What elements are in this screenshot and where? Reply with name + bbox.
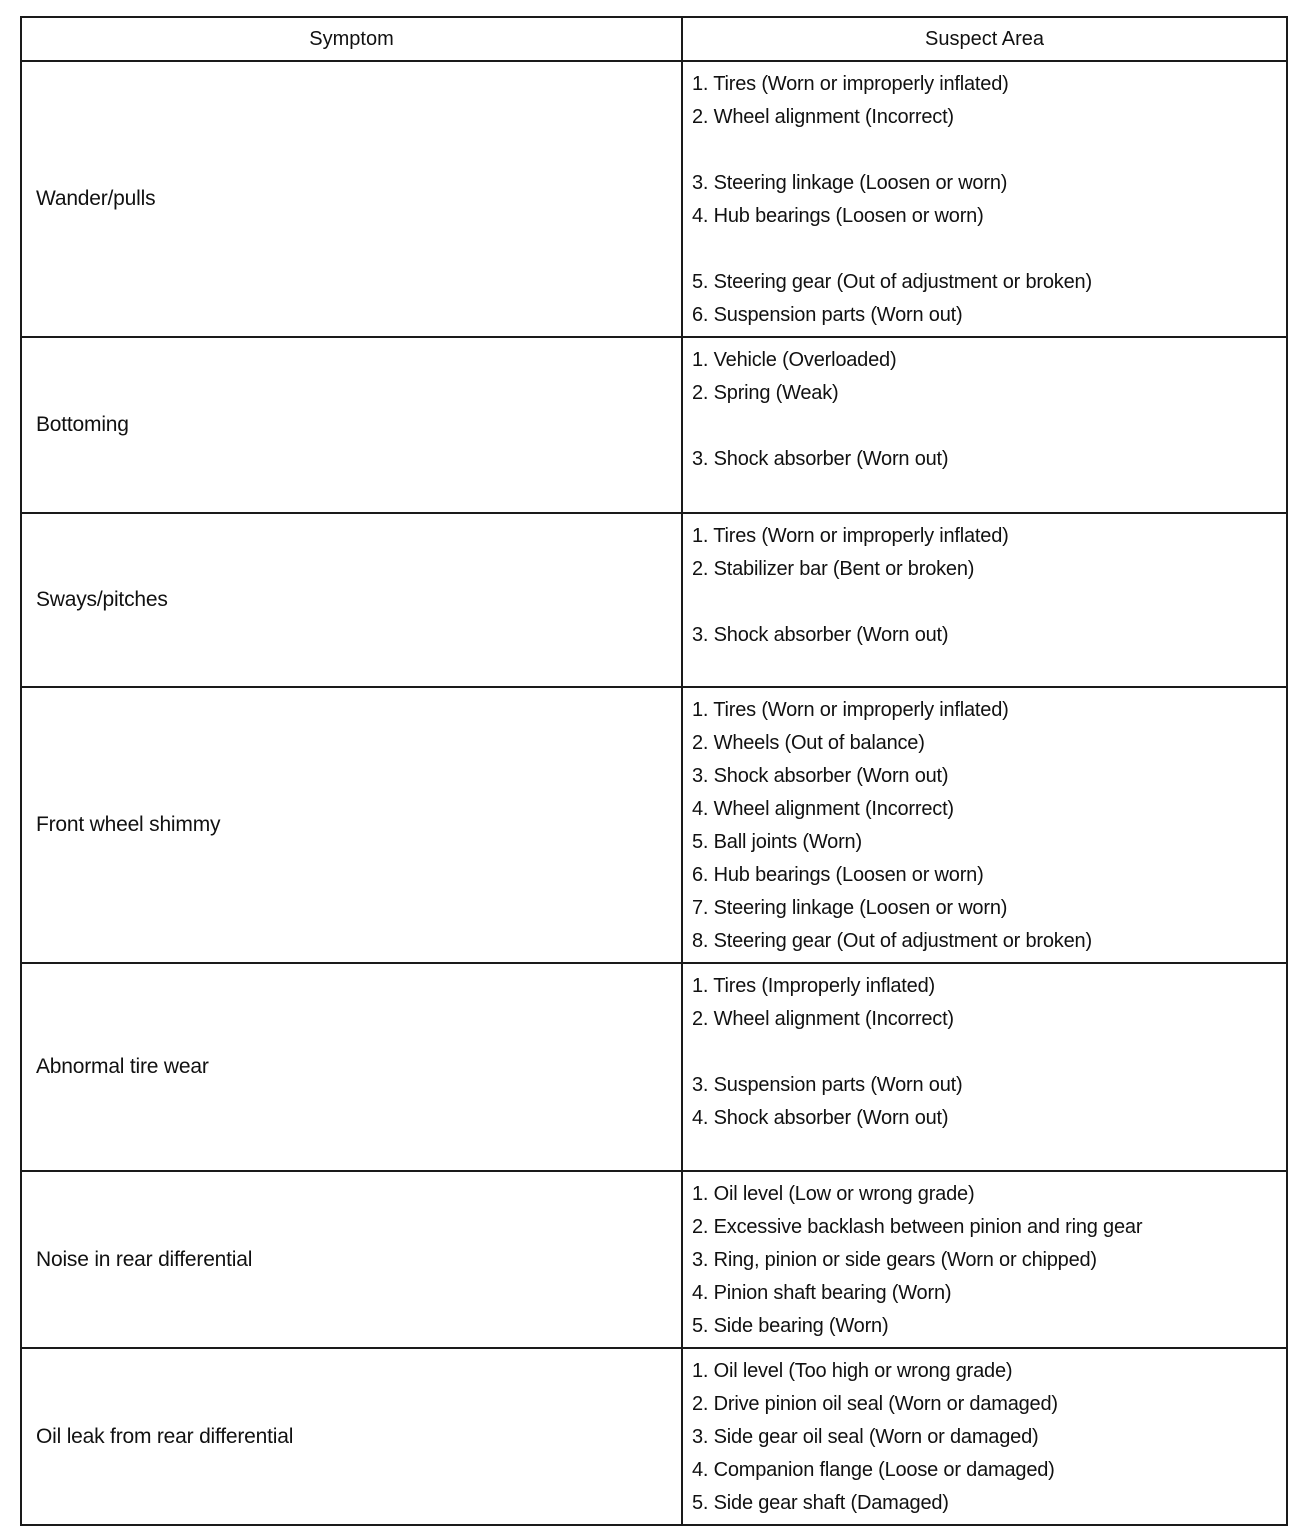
table-row [21,1348,1287,1525]
suspect-area-cell [682,513,1287,687]
list-item: 4. Shock absorber (Worn out) [692,1107,949,1129]
list-item: 4. Companion flange (Loose or damaged) [692,1459,1055,1481]
suspect-area-cell [682,687,1287,963]
suspect-list [692,1178,1278,1343]
list-item: 5. Ball joints (Worn) [692,831,862,853]
list-item: 2. Excessive backlash between pinion and ring gear [692,1216,1143,1238]
list-item: 1. Tires (Worn or improperly inflated) [692,699,1009,721]
suspect-area-cell [682,1348,1287,1525]
table-row [21,687,1287,963]
suspect-area-cell [682,337,1287,513]
list-item: 5. Side gear shaft (Damaged) [692,1492,949,1514]
symptom-cell: Bottoming [21,337,682,513]
list-item: 1. Oil level (Too high or wrong grade) [692,1360,1013,1382]
list-item: 3. Suspension parts (Worn out) [692,1074,963,1096]
list-item: 3. Shock absorber (Worn out) [692,448,949,470]
symptom-cell: Oil leak from rear differential [21,1348,682,1525]
list-item: 1. Tires (Improperly inflated) [692,975,935,997]
suspect-list [692,344,1278,476]
symptom-cell: Wander/pulls [21,61,682,337]
table-row [21,513,1287,687]
list-item: 8. Steering gear (Out of adjustment or broken) [692,930,1092,952]
list-item: 4. Wheel alignment (Incorrect) [692,798,954,820]
header-row [21,17,1287,61]
list-item: 2. Stabilizer bar (Bent or broken) [692,558,975,580]
list-item: 5. Steering gear (Out of adjustment or broken) [692,271,1092,293]
troubleshooting-sheet [20,16,1286,1524]
suspect-area-cell [682,61,1287,337]
troubleshooting-table [20,16,1288,1526]
list-item: 1. Oil level (Low or wrong grade) [692,1183,975,1205]
list-item: 3. Ring, pinion or side gears (Worn or chipped) [692,1249,1097,1271]
suspect-list [692,1355,1278,1520]
list-item: 2. Wheel alignment (Incorrect) [692,1008,954,1030]
list-item: 1. Vehicle (Overloaded) [692,349,897,371]
list-item: 2. Drive pinion oil seal (Worn or damaged) [692,1393,1058,1415]
table-row [21,1171,1287,1348]
table-row [21,337,1287,513]
table-row [21,963,1287,1171]
list-item: 4. Pinion shaft bearing (Worn) [692,1282,952,1304]
list-item: 2. Wheels (Out of balance) [692,732,925,754]
suspect-list [692,970,1278,1135]
list-item: 7. Steering linkage (Loosen or worn) [692,897,1008,919]
list-item: 6. Suspension parts (Worn out) [692,304,963,326]
list-item: 3. Shock absorber (Worn out) [692,765,949,787]
list-item: 2. Wheel alignment (Incorrect) [692,106,954,128]
list-item: 4. Hub bearings (Loosen or worn) [692,205,984,227]
suspect-list [692,694,1278,958]
symptom-column-header: Symptom [21,17,682,61]
list-item: 5. Side bearing (Worn) [692,1315,889,1337]
table-row [21,61,1287,337]
list-item: 1. Tires (Worn or improperly inflated) [692,73,1009,95]
list-item: 3. Steering linkage (Loosen or worn) [692,172,1008,194]
suspect-area-cell [682,963,1287,1171]
symptom-cell: Front wheel shimmy [21,687,682,963]
symptom-cell: Noise in rear differential [21,1171,682,1348]
list-item: 3. Shock absorber (Worn out) [692,624,949,646]
list-item: 2. Spring (Weak) [692,382,839,404]
suspect-list [692,520,1278,652]
suspect-area-column-header: Suspect Area [682,17,1287,61]
symptom-cell: Abnormal tire wear [21,963,682,1171]
list-item: 1. Tires (Worn or improperly inflated) [692,525,1009,547]
symptom-cell: Sways/pitches [21,513,682,687]
list-item: 6. Hub bearings (Loosen or worn) [692,864,984,886]
list-item: 3. Side gear oil seal (Worn or damaged) [692,1426,1039,1448]
suspect-list [692,68,1278,332]
suspect-area-cell [682,1171,1287,1348]
